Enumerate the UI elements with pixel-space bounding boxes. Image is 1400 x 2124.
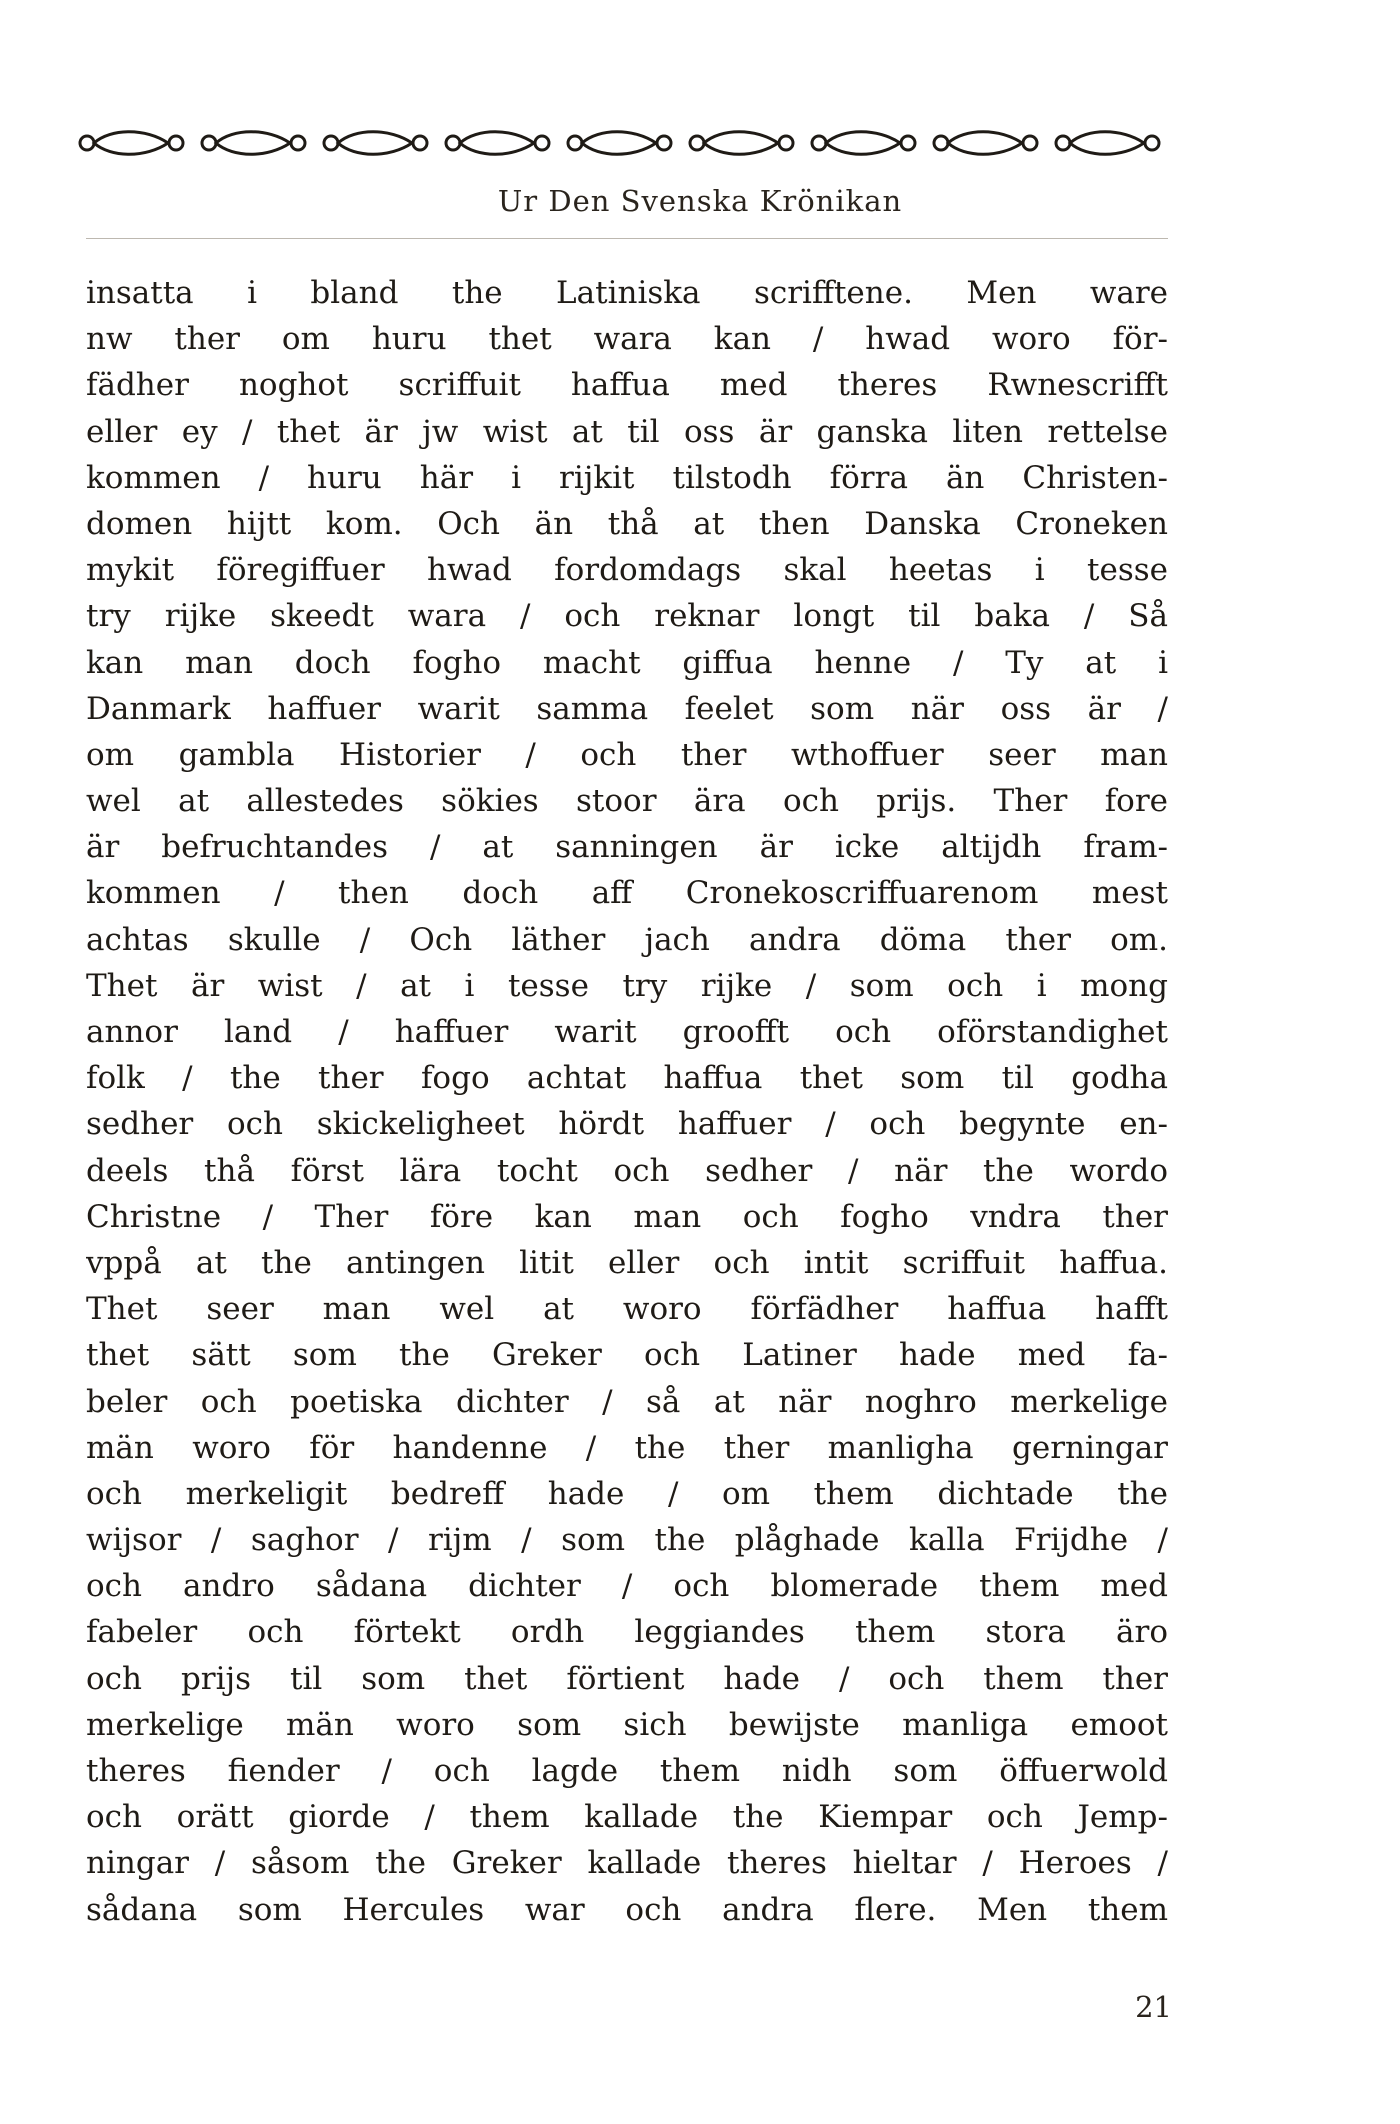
text-line: merkelige män woro som sich bewijste manliga emoot: [86, 1706, 1168, 1743]
header-rule: [86, 238, 1168, 239]
ornament-unit: [568, 132, 671, 155]
ornament-unit: [934, 132, 1037, 155]
text-line: ningar / såsom the Greker kallade theres hieltar / Heroes /: [86, 1845, 1168, 1882]
text-line: mykit föregiffuer hwad fordomdags skal heetas i tesse: [86, 552, 1168, 589]
ornament-unit: [812, 132, 915, 155]
text-line: kan man doch fogho macht giffua henne / Ty at i: [86, 644, 1168, 681]
text-line: kommen / huru här i rijkit tilstodh förra än Christen-: [86, 459, 1168, 496]
text-line: insatta i bland the Latiniska scrifftene. Men ware: [86, 275, 1168, 311]
ornament-unit: [202, 132, 305, 155]
ornament-unit: [690, 132, 793, 155]
text-line: wel at allestedes sökies stoor ära och prijs. Ther fore: [86, 783, 1168, 820]
text-line: Christne / Ther före kan man och fogho vndra ther: [86, 1198, 1168, 1235]
text-line: och merkeligit bedreff hade / om them dichtade the: [86, 1475, 1168, 1512]
text-line: theres fiender / och lagde them nidh som öffuerwold: [86, 1753, 1168, 1789]
text-line: män woro för handenne / the ther manligha gerningar: [86, 1429, 1168, 1466]
text-line: domen hijtt kom. Och än thå at then Danska Croneken: [86, 505, 1168, 542]
text-line: sådana som Hercules war och andra flere. Men them: [86, 1891, 1168, 1928]
text-line: vppå at the antingen litit eller och intit scriffuit haffua.: [86, 1244, 1168, 1281]
ornament-unit: [1056, 132, 1159, 155]
text-line: sedher och skickeligheet hördt haffuer / och begynte en-: [86, 1106, 1168, 1143]
text-line: Danmark haffuer warit samma feelet som när oss är /: [86, 690, 1168, 727]
ornamental-border: [76, 126, 1180, 160]
text-line: eller ey / thet är jw wist at til oss är ganska liten rettelse: [86, 413, 1168, 450]
text-line: och andro sådana dichter / och blomerade them med: [86, 1568, 1168, 1605]
text-line: om gambla Historier / och ther wthoffuer seer man: [86, 736, 1168, 773]
text-line: folk / the ther fogo achtat haffua thet som til godha: [86, 1060, 1168, 1097]
text-line: och orätt giorde / them kallade the Kiempar och Jemp-: [86, 1799, 1168, 1836]
text-line: achtas skulle / Och läther jach andra döma ther om.: [86, 921, 1168, 958]
text-line: beler och poetiska dichter / så at när noghro merkelige: [86, 1383, 1168, 1420]
text-line: kommen / then doch aff Cronekoscriffuarenom mest: [86, 875, 1168, 912]
text-line: nw ther om huru thet wara kan / hwad woro för-: [86, 321, 1168, 358]
page-number: 21: [1135, 1990, 1172, 2024]
text-line: och prijs til som thet förtient hade / och them ther: [86, 1660, 1168, 1697]
text-line: fädher noghot scriffuit haffua med theres Rwnescrifft: [86, 367, 1168, 404]
ornament-unit: [80, 132, 183, 155]
body-text: [86, 270, 1168, 1933]
running-head: Ur Den Svenska Krönikan: [497, 184, 903, 218]
text-line: try rijke skeedt wara / och reknar longt til baka / Så: [86, 598, 1168, 635]
ornament-unit: [324, 132, 427, 155]
text-line: fabeler och förtekt ordh leggiandes them stora äro: [86, 1614, 1168, 1651]
text-line: Thet seer man wel at woro förfädher haffua hafft: [86, 1291, 1168, 1328]
text-line: deels thå först lära tocht och sedher / när the wordo: [86, 1152, 1168, 1189]
text-line: thet sätt som the Greker och Latiner hade med fa-: [86, 1337, 1168, 1374]
text-line: är befruchtandes / at sanningen är icke altijdh fram-: [86, 829, 1168, 866]
text-line: wijsor / saghor / rijm / som the plåghade kalla Frijdhe /: [86, 1522, 1168, 1559]
text-line: Thet är wist / at i tesse try rijke / som och i mong: [86, 967, 1168, 1004]
text-line: annor land / haffuer warit groofft och oförstandighet: [86, 1014, 1168, 1050]
ornament-unit: [446, 132, 549, 155]
